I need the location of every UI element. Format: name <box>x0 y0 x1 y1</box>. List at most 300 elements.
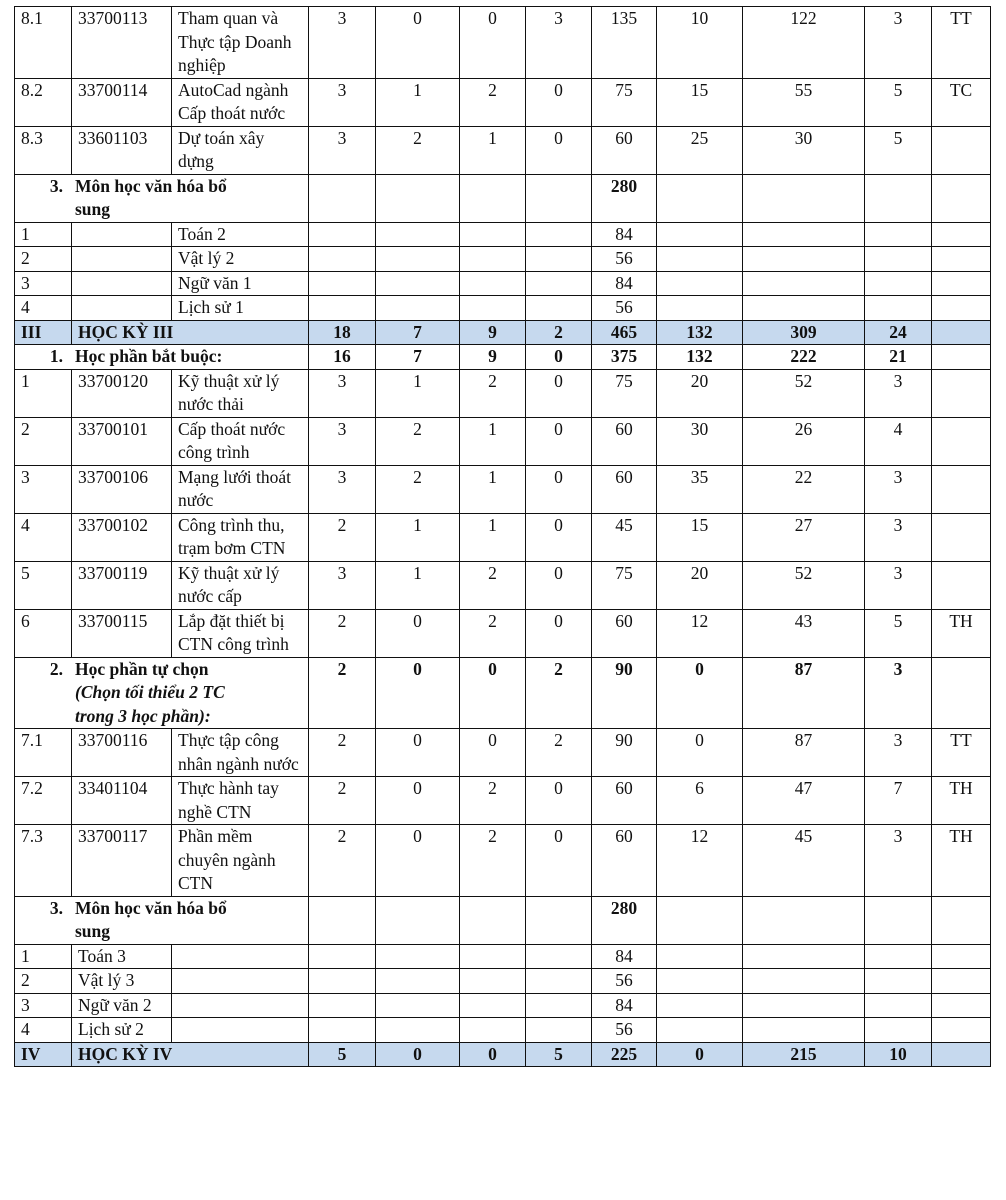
value-lt <box>376 222 460 247</box>
group-lt <box>376 896 460 944</box>
row-stt: 4 <box>15 513 72 561</box>
row-stt: 8.1 <box>15 7 72 79</box>
course-code: 33700120 <box>72 369 172 417</box>
course-note <box>932 247 991 272</box>
group-tc: 16 <box>309 345 376 370</box>
subject-name: Ngữ văn 2 <box>72 993 172 1018</box>
value-hlt: 30 <box>657 417 743 465</box>
value-hth: 87 <box>743 729 865 777</box>
group-title-line: sung <box>75 921 111 941</box>
value-lt: 0 <box>376 825 460 897</box>
group-row <box>15 657 991 729</box>
value-hth <box>743 993 865 1018</box>
value-total: 56 <box>592 296 657 321</box>
group-tc: 2 <box>309 657 376 729</box>
course-name <box>172 969 309 994</box>
value-hth: 43 <box>743 609 865 657</box>
group-th <box>460 896 526 944</box>
group-lt: 7 <box>376 345 460 370</box>
course-code <box>72 271 172 296</box>
value-lt: 2 <box>376 417 460 465</box>
value-hlt: 6 <box>657 777 743 825</box>
value-kt <box>865 993 932 1018</box>
row-stt: 7.1 <box>15 729 72 777</box>
value-kt: 4 <box>865 417 932 465</box>
table-row <box>15 609 991 657</box>
group-kt: 3 <box>865 657 932 729</box>
value-tt: 0 <box>526 465 592 513</box>
course-name: Lắp đặt thiết bị CTN công trình <box>172 609 309 657</box>
row-stt: 1 <box>15 222 72 247</box>
value-hlt <box>657 1018 743 1043</box>
value-tc: 3 <box>309 369 376 417</box>
value-lt <box>376 1018 460 1043</box>
group-title-line: trong 3 học phần): <box>75 705 211 726</box>
row-stt: 3 <box>15 271 72 296</box>
value-total: 75 <box>592 369 657 417</box>
value-tc: 2 <box>309 513 376 561</box>
value-th: 2 <box>460 825 526 897</box>
course-note <box>932 969 991 994</box>
row-stt: 4 <box>15 1018 72 1043</box>
subject-name: Vật lý 2 <box>172 247 309 272</box>
course-note: TT <box>932 729 991 777</box>
value-kt <box>865 247 932 272</box>
course-code: 33700117 <box>72 825 172 897</box>
semester-tc: 18 <box>309 320 376 345</box>
row-stt: 8.2 <box>15 78 72 126</box>
value-total: 84 <box>592 271 657 296</box>
group-th: 9 <box>460 345 526 370</box>
value-lt <box>376 993 460 1018</box>
subject-name: Ngữ văn 1 <box>172 271 309 296</box>
value-hth: 45 <box>743 825 865 897</box>
semester-row <box>15 320 991 345</box>
curriculum-table <box>14 6 991 1067</box>
row-stt: 3 <box>15 465 72 513</box>
row-stt: 5 <box>15 561 72 609</box>
value-hth: 30 <box>743 126 865 174</box>
course-code: 33700116 <box>72 729 172 777</box>
group-total: 280 <box>592 174 657 222</box>
culture-row <box>15 969 991 994</box>
semester-hth: 309 <box>743 320 865 345</box>
value-total: 90 <box>592 729 657 777</box>
group-note <box>932 345 991 370</box>
course-name: Kỹ thuật xử lý nước cấp <box>172 561 309 609</box>
row-stt: 1 <box>15 944 72 969</box>
value-th: 0 <box>460 729 526 777</box>
value-tc: 3 <box>309 7 376 79</box>
course-note: TH <box>932 777 991 825</box>
value-tc: 3 <box>309 561 376 609</box>
value-hth: 55 <box>743 78 865 126</box>
group-title-line: Môn học văn hóa bổ <box>75 897 227 918</box>
value-th: 2 <box>460 561 526 609</box>
value-hlt <box>657 222 743 247</box>
value-lt <box>376 247 460 272</box>
value-hlt: 20 <box>657 561 743 609</box>
group-tt <box>526 174 592 222</box>
value-total: 60 <box>592 825 657 897</box>
course-name: Dự toán xây dựng <box>172 126 309 174</box>
table-row <box>15 78 991 126</box>
value-hlt <box>657 271 743 296</box>
value-th <box>460 993 526 1018</box>
value-tt: 0 <box>526 609 592 657</box>
value-th: 1 <box>460 513 526 561</box>
value-tt <box>526 247 592 272</box>
course-name <box>172 1018 309 1043</box>
course-name: Phần mềm chuyên ngành CTN <box>172 825 309 897</box>
value-hlt: 0 <box>657 729 743 777</box>
value-kt <box>865 1018 932 1043</box>
group-number: 3. <box>49 175 63 196</box>
value-lt <box>376 969 460 994</box>
value-tt: 0 <box>526 561 592 609</box>
culture-row <box>15 271 991 296</box>
value-th: 2 <box>460 609 526 657</box>
value-tc <box>309 247 376 272</box>
group-title-line: Học phần bắt buộc: <box>75 346 223 366</box>
semester-lt: 0 <box>376 1042 460 1067</box>
value-tt <box>526 296 592 321</box>
table-row <box>15 369 991 417</box>
group-lt: 0 <box>376 657 460 729</box>
value-tc: 2 <box>309 777 376 825</box>
value-hlt <box>657 247 743 272</box>
value-tc: 3 <box>309 465 376 513</box>
value-hth <box>743 969 865 994</box>
semester-hlt: 132 <box>657 320 743 345</box>
value-hlt: 10 <box>657 7 743 79</box>
group-tt <box>526 896 592 944</box>
value-hlt: 15 <box>657 78 743 126</box>
course-name: Cấp thoát nước công trình <box>172 417 309 465</box>
course-code: 33700113 <box>72 7 172 79</box>
group-kt <box>865 896 932 944</box>
course-code: 33700115 <box>72 609 172 657</box>
value-th: 1 <box>460 417 526 465</box>
semester-tt: 5 <box>526 1042 592 1067</box>
value-total: 60 <box>592 417 657 465</box>
group-note <box>932 657 991 729</box>
group-title <box>15 657 309 729</box>
value-hth: 22 <box>743 465 865 513</box>
group-title-line: sung <box>75 199 111 219</box>
course-note <box>932 271 991 296</box>
course-note <box>932 561 991 609</box>
value-total: 56 <box>592 1018 657 1043</box>
subject-name: Toán 2 <box>172 222 309 247</box>
value-tc: 3 <box>309 126 376 174</box>
value-lt: 2 <box>376 465 460 513</box>
row-stt: 7.2 <box>15 777 72 825</box>
value-hth <box>743 247 865 272</box>
value-kt <box>865 271 932 296</box>
semester-title: HỌC KỲ IV <box>72 1042 309 1067</box>
course-code: 33700114 <box>72 78 172 126</box>
row-stt: 8.3 <box>15 126 72 174</box>
group-title <box>15 345 309 370</box>
value-tc: 2 <box>309 609 376 657</box>
value-lt <box>376 944 460 969</box>
semester-note <box>932 1042 991 1067</box>
subject-name: Toán 3 <box>72 944 172 969</box>
group-hth: 222 <box>743 345 865 370</box>
value-hlt: 12 <box>657 609 743 657</box>
table-row <box>15 513 991 561</box>
course-name: Kỹ thuật xử lý nước thải <box>172 369 309 417</box>
value-th: 2 <box>460 78 526 126</box>
value-kt: 3 <box>865 465 932 513</box>
value-lt: 0 <box>376 729 460 777</box>
semester-total: 465 <box>592 320 657 345</box>
culture-row <box>15 296 991 321</box>
value-th <box>460 296 526 321</box>
value-tt: 0 <box>526 777 592 825</box>
table-row <box>15 729 991 777</box>
value-tc <box>309 944 376 969</box>
value-th <box>460 271 526 296</box>
row-stt: 2 <box>15 417 72 465</box>
table-row <box>15 7 991 79</box>
value-hth <box>743 1018 865 1043</box>
group-title <box>15 174 309 222</box>
course-name: Thực tập công nhân ngành nước <box>172 729 309 777</box>
group-hth <box>743 174 865 222</box>
value-hlt: 25 <box>657 126 743 174</box>
value-tt <box>526 993 592 1018</box>
value-tt <box>526 969 592 994</box>
value-tt: 0 <box>526 417 592 465</box>
value-kt <box>865 296 932 321</box>
value-tt: 0 <box>526 78 592 126</box>
table-body <box>15 7 991 1067</box>
value-total: 60 <box>592 777 657 825</box>
value-hth: 52 <box>743 561 865 609</box>
value-tt <box>526 222 592 247</box>
value-hlt <box>657 296 743 321</box>
group-th: 0 <box>460 657 526 729</box>
group-number: 3. <box>49 897 63 918</box>
group-number: 2. <box>49 658 63 679</box>
value-hlt <box>657 993 743 1018</box>
group-title-line: Học phần tự chọn <box>75 658 209 679</box>
value-kt <box>865 969 932 994</box>
semester-th: 9 <box>460 320 526 345</box>
course-name: Tham quan và Thực tập Doanh nghiệp <box>172 7 309 79</box>
semester-th: 0 <box>460 1042 526 1067</box>
value-tt: 0 <box>526 825 592 897</box>
culture-row <box>15 247 991 272</box>
value-hth: 27 <box>743 513 865 561</box>
value-kt: 7 <box>865 777 932 825</box>
value-kt: 3 <box>865 369 932 417</box>
semester-lt: 7 <box>376 320 460 345</box>
value-hth <box>743 296 865 321</box>
course-code <box>72 296 172 321</box>
group-tt: 0 <box>526 345 592 370</box>
table-row <box>15 465 991 513</box>
semester-tt: 2 <box>526 320 592 345</box>
group-title-line: Môn học văn hóa bổ <box>75 175 227 196</box>
value-hlt: 15 <box>657 513 743 561</box>
group-hlt <box>657 174 743 222</box>
semester-kt: 24 <box>865 320 932 345</box>
row-stt: 4 <box>15 296 72 321</box>
value-th: 1 <box>460 126 526 174</box>
table-row <box>15 561 991 609</box>
group-row <box>15 345 991 370</box>
row-stt: 2 <box>15 969 72 994</box>
course-note <box>932 993 991 1018</box>
value-kt: 3 <box>865 561 932 609</box>
value-th <box>460 969 526 994</box>
value-total: 135 <box>592 7 657 79</box>
value-hth <box>743 271 865 296</box>
value-tc <box>309 271 376 296</box>
value-hth: 47 <box>743 777 865 825</box>
group-row <box>15 896 991 944</box>
subject-name: Vật lý 3 <box>72 969 172 994</box>
semester-total: 225 <box>592 1042 657 1067</box>
value-lt: 1 <box>376 78 460 126</box>
course-code: 33700106 <box>72 465 172 513</box>
value-kt: 3 <box>865 825 932 897</box>
group-number: 1. <box>49 346 63 366</box>
value-kt: 5 <box>865 609 932 657</box>
value-lt <box>376 271 460 296</box>
subject-name: Lịch sử 1 <box>172 296 309 321</box>
value-lt <box>376 296 460 321</box>
value-lt: 1 <box>376 369 460 417</box>
course-note: TH <box>932 825 991 897</box>
value-tt <box>526 944 592 969</box>
value-tc <box>309 296 376 321</box>
course-code <box>72 247 172 272</box>
semester-kt: 10 <box>865 1042 932 1067</box>
semester-number: III <box>15 320 72 345</box>
culture-row <box>15 222 991 247</box>
course-note: TH <box>932 609 991 657</box>
group-lt <box>376 174 460 222</box>
course-name: AutoCad ngành Cấp thoát nước <box>172 78 309 126</box>
course-note <box>932 126 991 174</box>
group-tc <box>309 174 376 222</box>
value-kt <box>865 944 932 969</box>
value-hth <box>743 944 865 969</box>
course-code: 33700102 <box>72 513 172 561</box>
value-lt: 1 <box>376 513 460 561</box>
value-hlt <box>657 944 743 969</box>
value-tt: 3 <box>526 7 592 79</box>
value-total: 45 <box>592 513 657 561</box>
semester-tc: 5 <box>309 1042 376 1067</box>
course-code <box>72 222 172 247</box>
group-row <box>15 174 991 222</box>
value-lt: 0 <box>376 609 460 657</box>
course-name <box>172 944 309 969</box>
group-tc <box>309 896 376 944</box>
value-hlt: 35 <box>657 465 743 513</box>
group-th <box>460 174 526 222</box>
course-note: TC <box>932 78 991 126</box>
group-total: 280 <box>592 896 657 944</box>
value-th <box>460 944 526 969</box>
group-title <box>15 896 309 944</box>
value-tc: 3 <box>309 78 376 126</box>
group-title-line: (Chọn tối thiểu 2 TC <box>75 682 225 702</box>
course-note <box>932 222 991 247</box>
culture-row <box>15 1018 991 1043</box>
course-name: Công trình thu, trạm bơm CTN <box>172 513 309 561</box>
group-hth: 87 <box>743 657 865 729</box>
value-tt: 0 <box>526 513 592 561</box>
value-hth <box>743 222 865 247</box>
group-note <box>932 896 991 944</box>
value-tc: 2 <box>309 729 376 777</box>
table-row <box>15 825 991 897</box>
course-note <box>932 1018 991 1043</box>
row-stt: 3 <box>15 993 72 1018</box>
course-note <box>932 944 991 969</box>
value-total: 56 <box>592 247 657 272</box>
value-total: 84 <box>592 993 657 1018</box>
value-kt: 5 <box>865 126 932 174</box>
culture-row <box>15 993 991 1018</box>
value-hth: 122 <box>743 7 865 79</box>
value-kt: 3 <box>865 729 932 777</box>
semester-note <box>932 320 991 345</box>
semester-title: HỌC KỲ III <box>72 320 309 345</box>
value-th: 0 <box>460 7 526 79</box>
course-note <box>932 513 991 561</box>
semester-number: IV <box>15 1042 72 1067</box>
value-th: 2 <box>460 369 526 417</box>
course-note: TT <box>932 7 991 79</box>
group-hth <box>743 896 865 944</box>
group-kt: 21 <box>865 345 932 370</box>
value-hlt <box>657 969 743 994</box>
value-total: 60 <box>592 465 657 513</box>
table-row <box>15 417 991 465</box>
value-tt: 0 <box>526 369 592 417</box>
value-th <box>460 1018 526 1043</box>
semester-row <box>15 1042 991 1067</box>
value-tc <box>309 1018 376 1043</box>
value-total: 75 <box>592 561 657 609</box>
group-tt: 2 <box>526 657 592 729</box>
value-tt <box>526 271 592 296</box>
row-stt: 1 <box>15 369 72 417</box>
course-name: Thực hành tay nghề CTN <box>172 777 309 825</box>
row-stt: 2 <box>15 247 72 272</box>
row-stt: 7.3 <box>15 825 72 897</box>
course-note <box>932 296 991 321</box>
value-kt: 3 <box>865 7 932 79</box>
group-hlt: 132 <box>657 345 743 370</box>
subject-name: Lịch sử 2 <box>72 1018 172 1043</box>
value-tt <box>526 1018 592 1043</box>
value-kt: 5 <box>865 78 932 126</box>
value-hlt: 12 <box>657 825 743 897</box>
value-tc <box>309 222 376 247</box>
value-th: 1 <box>460 465 526 513</box>
value-total: 84 <box>592 222 657 247</box>
semester-hth: 215 <box>743 1042 865 1067</box>
value-tc: 2 <box>309 825 376 897</box>
